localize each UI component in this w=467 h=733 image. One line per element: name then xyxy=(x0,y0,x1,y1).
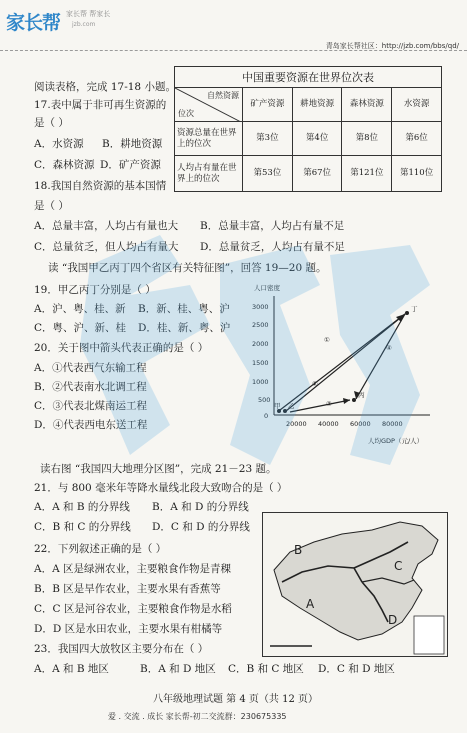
corner-bottom-label: 位次 xyxy=(178,109,194,118)
y-tick-label: 500 xyxy=(258,396,271,404)
q20-option-d[interactable]: D．④代表西电东送工程 xyxy=(34,419,148,431)
q23-stem: 23．我国四大放牧区主要分布在（ ） xyxy=(34,643,209,655)
q20-option-b[interactable]: B．②代表南水北调工程 xyxy=(34,381,147,393)
arrow-label: ① xyxy=(324,336,330,344)
q23-option-b[interactable]: B．A 和 D 地区 xyxy=(140,663,216,675)
q20-option-c[interactable]: C．③代表北煤南运工程 xyxy=(34,400,148,412)
q21-option-d[interactable]: D．C 和 D 的分界线 xyxy=(152,521,250,533)
table-cell: 第110位 xyxy=(392,156,442,192)
q17-stem-1: 17.表中属于非可再生资源的 xyxy=(34,99,167,111)
point-label: 乙 xyxy=(288,402,295,410)
y-tick-label: 3000 xyxy=(252,303,269,311)
q22-stem: 22．下列叙述正确的是（ ） xyxy=(34,543,167,555)
table-cell: 第53位 xyxy=(243,156,293,192)
chart-ylabel: 人口密度 xyxy=(254,284,280,292)
footer-band: 爱 . 交流 . 成长 家长帮-初二交流群：230675335 xyxy=(108,712,287,721)
q20-stem: 20．关于图中箭头代表正确的是（ ） xyxy=(34,342,209,354)
x-tick-label: 20000 xyxy=(286,420,307,428)
province-feature-chart xyxy=(250,278,462,453)
col-header: 耕地资源 xyxy=(292,88,342,122)
q23-option-d[interactable]: D．C 和 D 地区 xyxy=(318,663,395,675)
y-tick-label: 1500 xyxy=(252,359,269,367)
x-tick-label: 40000 xyxy=(318,420,339,428)
y-tick-label: 1000 xyxy=(252,378,269,386)
map-region-label: B xyxy=(294,543,303,557)
chart-point xyxy=(405,311,409,315)
q23-option-c[interactable]: C．B 和 C 地区 xyxy=(228,663,304,675)
intro-19-20: 读 “我国甲乙丙丁四个省区有关特征图”，回答 19—20 题。 xyxy=(48,262,327,274)
logo-slogan: 家长帮 帮家长 xyxy=(66,10,111,18)
logo-domain: jzb.com xyxy=(72,21,96,28)
q19-stem: 19．甲乙丙丁分别是（ ） xyxy=(34,284,156,296)
table-cell: 第3位 xyxy=(243,122,293,156)
arrow-label: ④ xyxy=(386,344,392,352)
q23-option-a[interactable]: A．A 和 B 地区 xyxy=(34,663,109,675)
arrow-line-1 xyxy=(280,314,405,410)
arrow-head xyxy=(343,398,350,404)
resource-rank-table xyxy=(174,66,442,192)
y-tick-label: 2000 xyxy=(252,340,269,348)
jiazhangbang-logo: 家长帮 xyxy=(6,12,61,34)
q18-stem-2: 是（ ） xyxy=(34,200,69,212)
q21-option-c[interactable]: C．B 和 C 的分界线 xyxy=(34,521,131,533)
y-tick-label: 2500 xyxy=(252,321,269,329)
table-cell: 第8位 xyxy=(342,122,392,156)
chart-point xyxy=(352,398,356,402)
q22-option-a[interactable]: A．A 区是绿洲农业，主要粮食作物是青稞 xyxy=(34,563,232,575)
point-label: 甲 xyxy=(274,402,281,410)
q17-option-c[interactable]: C．森林资源 xyxy=(34,159,95,171)
table-title: 中国重要资源在世界位次表 xyxy=(175,67,442,88)
china-regions-map xyxy=(262,512,448,657)
q19-option-c[interactable]: C．粤、沪、新、桂 xyxy=(34,322,127,334)
q17-option-a[interactable]: A．水资源 xyxy=(34,138,84,150)
col-header: 水资源 xyxy=(392,88,442,122)
table-cell: 第121位 xyxy=(342,156,392,192)
community-link[interactable]: 青岛家长帮社区：http://jzb.com/bbs/qd/ xyxy=(325,42,459,50)
q21-option-b[interactable]: B．A 和 D 的分界线 xyxy=(152,501,249,513)
q18-stem-1: 18.我国自然资源的基本国情 xyxy=(34,180,167,192)
arrow-label: ② xyxy=(312,380,318,388)
y-tick-label: 0 xyxy=(264,412,269,420)
table-cell: 第4位 xyxy=(292,122,342,156)
header-divider xyxy=(0,50,467,51)
intro-21-23: 读右图 “我国四大地理分区图”，完成 21－23 题。 xyxy=(40,463,277,475)
arrow-label: ③ xyxy=(326,400,332,408)
q17-option-d[interactable]: D．矿产资源 xyxy=(100,159,161,171)
row-label: 资源总量在世界上的位次 xyxy=(175,122,243,156)
x-tick-label: 60000 xyxy=(350,420,371,428)
table-cell: 第6位 xyxy=(392,122,442,156)
q21-option-a[interactable]: A．A 和 B 的分界线 xyxy=(34,501,130,513)
q19-option-b[interactable]: B．新、桂、粤、沪 xyxy=(138,303,230,315)
q22-option-c[interactable]: C．C 区是河谷农业，主要粮食作物是水稻 xyxy=(34,603,232,615)
row-label: 人均占有量在世界上的位次 xyxy=(175,156,243,192)
south-sea-inset xyxy=(414,616,444,654)
q20-option-a[interactable]: A．①代表西气东输工程 xyxy=(34,362,147,374)
intro-17-18: 阅读表格，完成 17-18 小题。 xyxy=(34,81,176,93)
q22-option-b[interactable]: B．B 区是旱作农业，主要水果有香蕉等 xyxy=(34,583,221,595)
col-header: 森林资源 xyxy=(342,88,392,122)
table-corner-cell xyxy=(175,88,243,122)
map-region-label: D xyxy=(388,613,398,627)
arrow-line-4 xyxy=(356,314,405,399)
q18-option-a[interactable]: A．总量丰富，人均占有量也大 xyxy=(34,220,179,232)
q17-stem-2: 是（ ） xyxy=(34,117,69,129)
q18-option-c[interactable]: C．总量贫乏，但人均占有量大 xyxy=(34,241,179,253)
q17-option-b[interactable]: B．耕地资源 xyxy=(102,138,163,150)
arrow-line-3 xyxy=(290,400,350,412)
point-label: 丁 xyxy=(411,305,418,313)
page-info: 八年级地理试题 第 4 页（共 12 页） xyxy=(153,694,318,705)
chart-point xyxy=(283,409,287,413)
q19-option-a[interactable]: A．沪、粤、桂、新 xyxy=(34,303,126,315)
q18-option-d[interactable]: D．总量贫乏，人均占有量不足 xyxy=(200,241,345,253)
corner-top-label: 自然资源 xyxy=(207,91,240,100)
point-label: 丙 xyxy=(358,391,365,399)
q21-stem: 21．与 800 毫米年等降水量线北段大致吻合的是（ ） xyxy=(34,482,288,494)
map-region-label: A xyxy=(306,597,315,611)
q22-option-d[interactable]: D．D 区是水田农业，主要水果有柑橘等 xyxy=(34,623,223,635)
col-header: 矿产资源 xyxy=(243,88,293,122)
q18-option-b[interactable]: B．总量丰富，人均占有量不足 xyxy=(200,220,345,232)
x-tick-label: 80000 xyxy=(382,420,403,428)
map-region-label: C xyxy=(394,559,403,573)
arrow-line-2 xyxy=(286,314,405,411)
q19-option-d[interactable]: D．桂、新、粤、沪 xyxy=(138,322,231,334)
chart-xlabel: 人均GDP（元/人） xyxy=(368,437,424,445)
table-cell: 第67位 xyxy=(292,156,342,192)
